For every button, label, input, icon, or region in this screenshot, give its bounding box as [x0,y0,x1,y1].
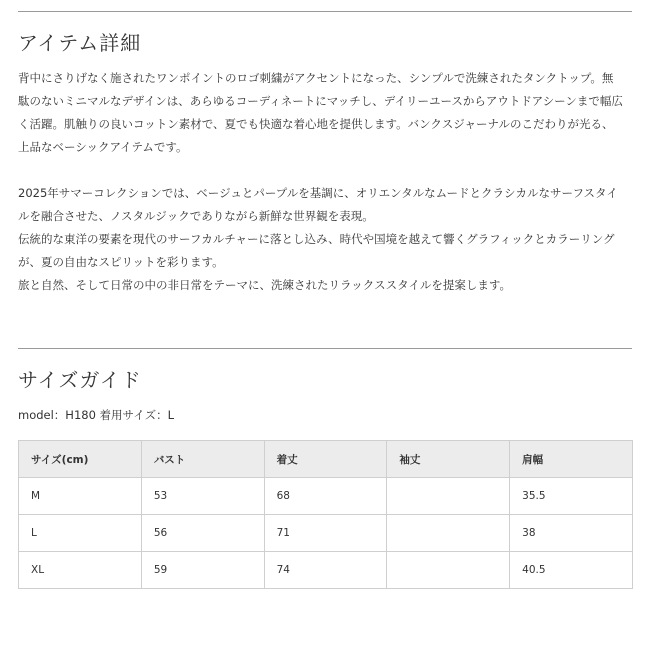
cell-length: 71 [264,515,387,552]
header-shoulder: 肩幅 [510,441,633,478]
cell-shoulder: 35.5 [510,478,633,515]
item-description [18,67,634,297]
size-guide-heading: サイズガイド [18,368,142,392]
header-length: 着丈 [264,441,387,478]
collection-line: 2025年サマーコレクションでは、ベージュとパープルを基調に、オリエンタルなムードとクラシカルなサーフスタイ [18,186,618,200]
top-divider [18,11,632,12]
description-line: 上品なベーシックアイテムです。 [18,140,188,154]
collection-line: ルを融合させた、ノスタルジックでありながら新鮮な世界観を表現。 [18,209,374,223]
cell-size: XL [19,552,142,589]
section-divider [18,348,632,349]
header-sleeve: 袖丈 [387,441,510,478]
collection-line: が、夏の自由なスピリットを彩ります。 [18,255,224,269]
description-line: 駄のないミニマルなデザインは、あらゆるコーディネートにマッチし、デイリーユースからアウトドアシーンまで幅広 [18,94,623,108]
cell-length: 68 [264,478,387,515]
cell-length: 74 [264,552,387,589]
paragraph-gap [18,159,634,182]
header-bust: バスト [141,441,264,478]
cell-sleeve [387,515,510,552]
cell-shoulder: 38 [510,515,633,552]
description-line: く活躍。肌触りの良いコットン素材で、夏でも快適な着心地を提供します。バンクスジャーナルのこだわりが光る、 [18,117,614,131]
cell-bust: 53 [141,478,264,515]
cell-size: M [19,478,142,515]
collection-line: 伝統的な東洋の要素を現代のサーフカルチャーに落とし込み、時代や国境を越えて響くグラフィックとカラーリング [18,232,615,246]
description-line: 背中にさりげなく施されたワンポイントのロゴ刺繍がアクセントになった、シンプルで洗練されたタンクトップ。無 [18,71,614,85]
cell-sleeve [387,478,510,515]
collection-line: 旅と自然、そして日常の中の非日常をテーマに、洗練されたリラックススタイルを提案します。 [18,278,511,292]
size-table [18,440,633,589]
cell-sleeve [387,552,510,589]
size-table-header-row [19,441,633,478]
table-row [19,515,633,552]
cell-size: L [19,515,142,552]
model-note: model：H180 着用サイズ：L [18,408,175,422]
cell-bust: 56 [141,515,264,552]
table-row [19,478,633,515]
item-detail-heading: アイテム詳細 [18,31,142,55]
header-size: サイズ(cm) [19,441,142,478]
cell-bust: 59 [141,552,264,589]
table-row [19,552,633,589]
cell-shoulder: 40.5 [510,552,633,589]
